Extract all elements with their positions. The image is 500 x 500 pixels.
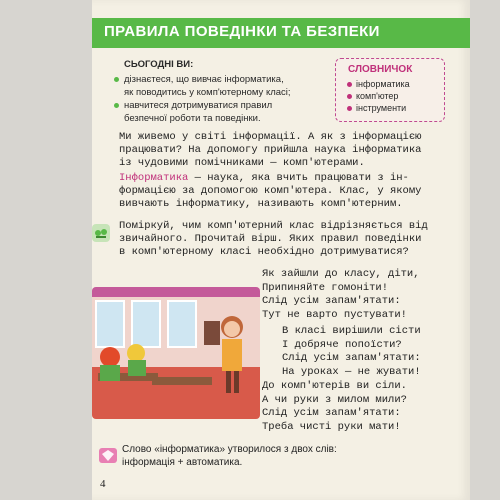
vocabulary-item: інструменти	[336, 102, 444, 114]
vocabulary-item: інформатика	[336, 78, 444, 90]
goal-item-cont: як поводитись у комп'ютерному класі;	[124, 87, 291, 98]
poem-line: Припиняйте гомоніти!	[262, 281, 389, 294]
vocabulary-box	[335, 58, 445, 122]
poem-line: Треба чисті руки мати!	[262, 420, 401, 433]
poem-line: На уроках — не жувати!	[282, 365, 421, 378]
note-line: інформація + автоматика.	[122, 457, 243, 468]
lesson-goals-title: СЬОГОДНІ ВИ:	[124, 59, 194, 70]
text-line	[119, 172, 444, 185]
vocabulary-title: СЛОВНИЧОК	[348, 64, 413, 75]
poem-stanza-1	[262, 268, 452, 322]
definition-text: — наука, яка вчить працювати з ін-	[188, 172, 409, 184]
poem-line: В класі вирішили сісти	[282, 325, 421, 337]
poem-line: Як зайшли до класу, діти,	[262, 268, 420, 280]
goal-item-cont: безпечної роботи та поведінки.	[124, 113, 261, 124]
classroom-illustration	[92, 287, 260, 419]
poem-line: До комп'ютерів ви сіли.	[262, 380, 407, 392]
text-line: Ми живемо у світі інформації. А як з інформацією	[119, 131, 422, 143]
lesson-goals	[112, 58, 342, 125]
definition-paragraph	[119, 172, 444, 211]
term-informatics: Інформатика	[119, 172, 189, 184]
fact-note	[122, 443, 442, 469]
text-line: із чудовими помічниками — комп'ютерами.	[119, 157, 365, 169]
text-line: формацією за допомогою комп'ютера. Клас, у якому	[119, 185, 422, 197]
header-bar	[92, 18, 470, 48]
poem-stanza-2	[282, 325, 472, 379]
poem-line: Слід усім запам'ятати:	[262, 295, 401, 307]
text-line: Поміркуй, чим комп'ютерний клас відрізняється від	[119, 220, 428, 232]
page-number: 4	[100, 478, 106, 490]
poem-line: А чи руки з милом мили?	[262, 393, 407, 406]
think-icon	[92, 224, 110, 242]
text-line: в комп'ютерному класі необхідно дотримуватися?	[119, 246, 409, 258]
goal-item: дізнаєтеся, що вивчає інформатика,	[112, 73, 342, 86]
poem-line: Слід усім запам'ятати:	[282, 352, 421, 364]
page-title: ПРАВИЛА ПОВЕДІНКИ ТА БЕЗПЕКИ	[104, 23, 380, 40]
intro-paragraph	[119, 131, 444, 170]
poem-line: І добряче попоїсти?	[282, 338, 402, 351]
task-paragraph	[119, 220, 444, 259]
note-line: Слово «інформатика» утворилося з двох слів:	[122, 444, 337, 455]
textbook-page	[92, 0, 470, 500]
poem-line: Слід усім запам'ятати:	[262, 407, 401, 419]
text-line: працювати? На допомогу прийшла наука інформатика	[119, 144, 422, 156]
goal-item: навчитеся дотримуватися правил	[112, 99, 342, 112]
diamond-icon	[99, 448, 117, 463]
vocabulary-item: комп'ютер	[336, 90, 444, 102]
text-line: вивчають інформатику, називають комп'ютерним.	[119, 198, 403, 210]
poem-line: Тут не варто пустувати!	[262, 308, 407, 321]
text-line: звичайного. Прочитай вірш. Яких правил поведінки	[119, 233, 422, 245]
poem-stanza-3	[262, 380, 452, 434]
